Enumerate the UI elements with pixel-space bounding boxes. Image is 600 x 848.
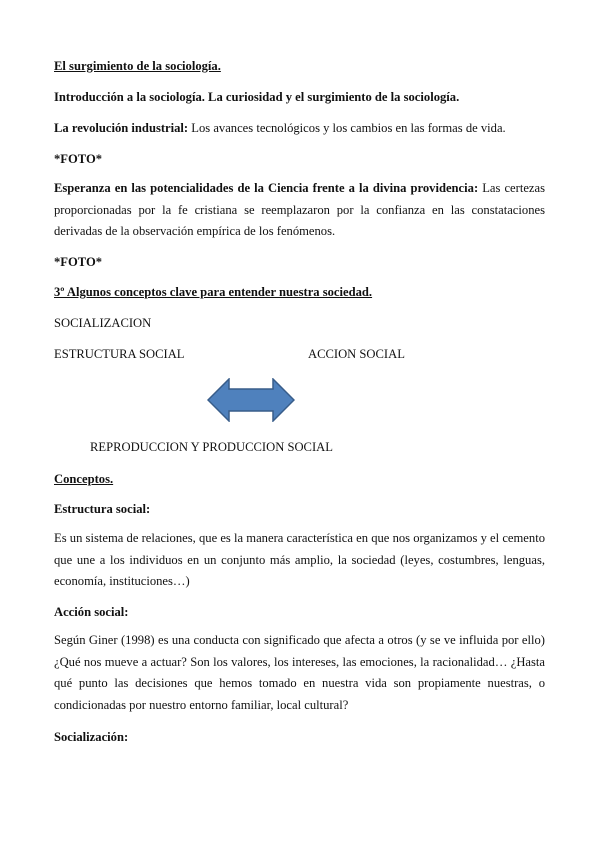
photo-placeholder: *FOTO*: [54, 255, 103, 269]
social-action-label: ACCION SOCIAL: [308, 347, 405, 361]
photo-placeholder: *FOTO*: [54, 152, 103, 166]
reproduction-label: REPRODUCCION Y PRODUCCION SOCIAL: [90, 440, 333, 454]
revolution-paragraph: [54, 120, 506, 136]
socialization-label: SOCIALIZACION: [54, 316, 152, 330]
double-arrow-icon: [207, 378, 295, 422]
double-arrow-shape: [208, 379, 294, 421]
concepts-heading: Conceptos.: [54, 472, 114, 486]
action-paragraph: Según Giner (1998) es una conducta con significado que afecta a otros (y se ve influida por ello) ¿Qué nos mueve a actuar? Son los valores, los intereses, las emociones, la racionalidad… ¿Hasta qué punto las decisiones que hemos tomado en nuestra vida son propiamente nuestras, o condicionadas por nuestro entorno familiar, local cultural?: [54, 633, 545, 712]
document-title: El surgimiento de la sociología.: [54, 59, 221, 73]
hope-text: Las certezas proporcionadas por la fe cristiana se reemplazaron por la confianza en las constataciones derivadas de la observación empírica de los fenómenos.: [54, 181, 545, 238]
section-3-heading: 3º Algunos conceptos clave para entender nuestra sociedad.: [54, 285, 373, 299]
hope-paragraph: [54, 178, 545, 243]
social-structure-label: ESTRUCTURA SOCIAL: [54, 347, 185, 361]
socialization-heading: Socialización:: [54, 730, 129, 744]
intro-heading: Introducción a la sociología. La curiosidad y el surgimiento de la sociología.: [54, 90, 460, 104]
revolution-text: Los avances tecnológicos y los cambios en las formas de vida.: [188, 121, 506, 135]
structure-paragraph: Es un sistema de relaciones, que es la manera característica en que nos organizamos y el cemento que une a los individuos en un conjunto más amplio, la sociedad (leyes, costumbres, lenguas, economía, instituciones…): [54, 531, 545, 588]
action-heading: Acción social:: [54, 605, 129, 619]
hope-label: Esperanza en las potencialidades de la Ciencia frente a la divina providencia:: [54, 181, 479, 195]
structure-heading: Estructura social:: [54, 502, 151, 516]
revolution-label: La revolución industrial:: [54, 121, 189, 135]
